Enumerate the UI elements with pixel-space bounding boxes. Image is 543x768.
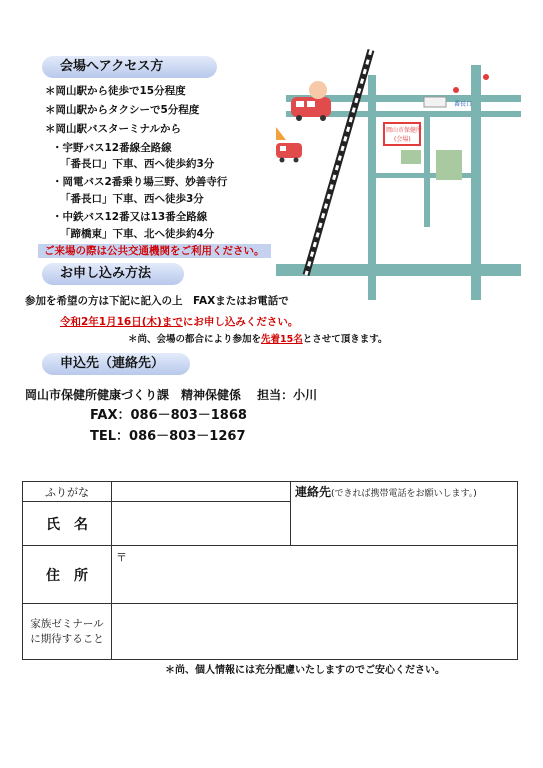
bus-stop-label: 番長口 [454,101,473,108]
application-form [22,481,518,660]
apply-instruction: 参加を希望の方は下記に記入の上 FAXまたはお電話で [25,295,289,307]
contact-tel: TEL：086－803－1267 [90,429,246,444]
capacity-note [128,333,388,347]
access-line: ＊岡山駅から徒歩で15分程度 [45,85,186,97]
access-line: ＊岡山駅バスターミナルから [45,123,181,135]
privacy-note: ＊尚、個人情報には充分配慮いたしますのでご安心ください。 [165,665,445,676]
capacity-note-suffix: とさせて頂きます。 [302,334,388,345]
access-heading: 会場へアクセス方 [42,56,217,78]
green-block [401,150,421,164]
apply-heading: お申し込み方法 [42,263,184,285]
transit-notice: ご来場の際は公共交通機関をご利用ください。 [38,244,271,258]
contact-label: 連絡先 [295,485,332,500]
venue-label: 岡山市保健所 [386,127,423,134]
contact-field[interactable] [291,502,518,546]
capacity-highlight: 先着15名 [261,334,303,345]
apply-deadline [60,315,298,329]
contact-heading: 申込先（連絡先） [42,353,190,375]
bus-stop-marker [453,87,459,93]
deadline-date: 令和2年1月16日(木)まで [60,316,183,328]
access-line: ・宇野バス12番線全路線 [52,142,172,154]
venue-label-note: (会場) [394,136,411,143]
expectation-label [23,604,112,660]
access-line: ・岡電バス2番乗り場三野、妙善寺行 [52,176,228,188]
expectation-label-line2: に期待すること [30,632,104,645]
access-line: 「蹄橋東」下車、北へ徒歩約4分 [60,228,215,240]
expectation-field[interactable] [112,604,518,660]
furigana-label: ふりがな [23,482,112,502]
postal-mark: 〒 [116,551,127,564]
address-field[interactable] [112,546,518,604]
expectation-label-line1: 家族ゼミナール [30,617,104,630]
contact-hint: (できれば携帯電話をお願いします。) [331,489,477,500]
park-block [436,150,462,180]
access-line: 「番長口」下車、西へ徒歩約3分 [60,158,215,170]
access-map [276,45,521,300]
name-field[interactable] [112,502,291,546]
deadline-suffix: にお申し込みください。 [182,316,299,328]
contact-org: 岡山市保健所健康づくり課 精神保健係 担当：小川 [25,388,318,402]
contact-header [291,482,518,502]
name-label: 氏 名 [23,502,112,546]
capacity-note-prefix: ＊尚、会場の都合により参加を [128,334,262,345]
bus-stop-marker [483,74,489,80]
access-line: ・中鉄バス12番又は13番全路線 [52,211,208,223]
access-line: ＊岡山駅からタクシーで5分程度 [45,104,200,116]
contact-fax: FAX：086－803－1868 [90,408,247,423]
furigana-field[interactable] [112,482,291,502]
address-label: 住 所 [23,546,112,604]
access-line: 「番長口」下車、西へ徒歩3分 [60,193,204,205]
